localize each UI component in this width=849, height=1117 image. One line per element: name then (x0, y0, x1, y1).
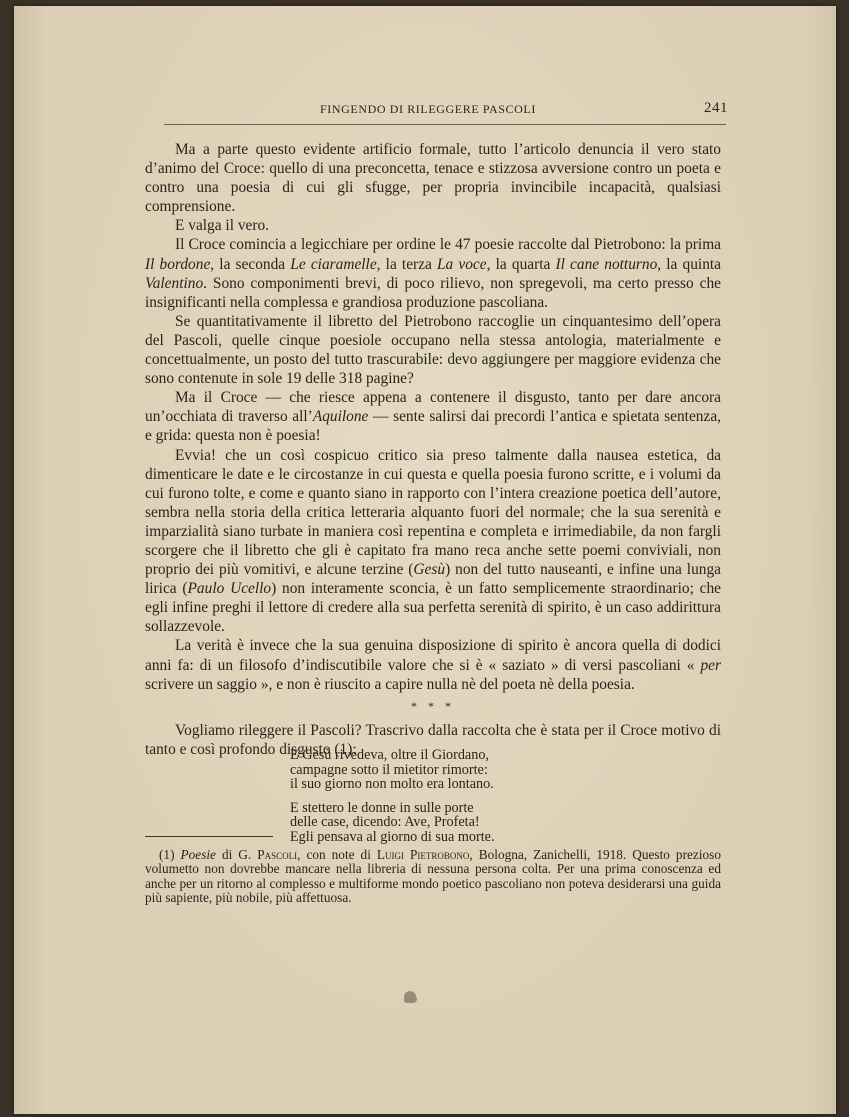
main-text (145, 140, 721, 759)
poem-title: Valentino (145, 274, 204, 292)
text-span: , la seconda (210, 255, 291, 273)
poem-title: Aquilone (312, 408, 369, 426)
stanza (290, 801, 590, 845)
paragraph-5 (145, 388, 721, 445)
text-span: — sente salirsi dai precordi l’antica e spietata sentenza, e grida: questa non è poesia! (145, 408, 721, 445)
text-span: , Bologna, Zanichelli, 1918. Questo prezioso volumetto non dovrebbe mancare nella libreria di nessuna persona colta. Per una prima conoscenza ed anche per un ritorno al complesso e multiforme mondo poetico pascoliano non poteva desiderarsi una guida più sapiente, più nobile, più affettuosa. (145, 847, 721, 906)
poem-title: La voce (437, 255, 487, 273)
paragraph-8: Vogliamo rileggere il Pascoli? Trascrivo dalla raccolta che è stata per il Croce motivo di tanto e così profondo disgusto (1): (145, 721, 721, 758)
poem-title: Paulo Ucello (187, 580, 272, 598)
book-page (14, 6, 836, 1114)
poem-title: Il cane notturno (555, 255, 658, 273)
ink-blot-ornament (404, 991, 416, 1003)
text-span: scrivere un saggio », e non è riuscito a capire nulla nè del poeta nè della poesia. (145, 675, 635, 693)
text-span: ) non interamente sconcia, è un fatto semplicemente straordinario; che egli infine preghi il lettore di credere alla sua perfetta serenità di spirito, è un caso addirittura sollazzevole. (145, 580, 721, 636)
text-span: La verità è invece che la sua genuina disposizione di spirito è ancora quella di dodici anni fa: di un filosofo d’indiscutibile valore che si è « saziato » di versi pascoliani « (145, 637, 721, 674)
poem-title: Gesù (413, 561, 446, 579)
page-number: 241 (704, 100, 728, 116)
text-span: , la terza (376, 255, 437, 273)
verse-line: E Gesù rivedeva, oltre il Giordano, (290, 747, 489, 763)
text-span: Ma il Croce — che riesce appena a contenere il disgusto, tanto per dare ancora un’occhiata di traverso all’ (145, 389, 721, 426)
book-title: Poesie (180, 847, 216, 862)
text-span: di G. (215, 847, 258, 862)
verse-line: delle case, dicendo: Ave, Profeta! (290, 814, 480, 831)
text-span: , la quinta (657, 255, 722, 273)
verse-line: il suo giorno non molto era lontano. (290, 776, 494, 793)
paragraph-2: E valga il vero. (175, 217, 270, 235)
verse-line: Egli pensava al giorno di sua morte. (290, 828, 495, 845)
author-name: Pascoli (257, 847, 298, 862)
emphasis: per (700, 656, 721, 674)
verse-line: campagne sotto il mietitor rimorte: (290, 761, 488, 778)
editor-name: Luigi Pietrobono (376, 847, 470, 862)
paragraph-3 (145, 235, 721, 311)
text-span: , con note di (297, 847, 377, 862)
paragraph-6 (145, 446, 721, 637)
text-span: . Sono componimenti brevi, di poco rilievo, non spregevoli, ma certo presso che insignificanti nella complessa e grandiosa produzione pascoliana. (145, 274, 721, 311)
text-span: Il Croce comincia a legicchiare per ordine le 47 poesie raccolte dal Pietrobono: la prima (175, 236, 721, 254)
verse-quote (290, 748, 590, 854)
header-rule (164, 124, 726, 125)
text-span: Evvia! che un così cospicuo critico sia preso talmente dalla nausea estetica, da dimenticare le date e le circostanze in cui questa e quella poesia furono scritte, e i volumi da cui furono tolte, e come e quanto siano in rapporto con l’intera creazione poetica dell’autore, sembra nella storia della critica letteraria alquanto fuori del normale; che la sua serenità e imparzialità siano turbate in maniera così repentina e completa e irrimediabile, da non fargli scorgere che il libretto che gli è capitato fra mano reca anche sette poemi conviviali, non proprio dei più vomitivi, e alcune terzine ( (145, 446, 721, 579)
paragraph-7 (145, 636, 721, 693)
stanza (290, 748, 590, 792)
text-span: , la quarta (486, 255, 556, 273)
poem-title: Le ciaramelle (290, 255, 377, 273)
paragraph-4: Se quantitativamente il libretto del Pietrobono raccoglie un cinquantesimo dell’opera del Pascoli, quelle cinque poesiole occupano nella stessa antologia, materialmente e concettualmente, un posto del tutto trascurabile: devo aggiungere per maggiore evidenza che sono contenute in sole 19 delle 318 pagine? (145, 312, 721, 388)
footnote-text (145, 848, 721, 906)
poem-title: Il bordone (145, 255, 211, 273)
footnote (145, 848, 721, 906)
footnote-rule (145, 836, 273, 837)
running-head-title: FINGENDO DI RILEGGERE PASCOLI (320, 102, 536, 116)
verse-line: E stettero le donne in sulle porte (290, 799, 474, 816)
section-break: * * * (411, 698, 455, 713)
paragraph-1: Ma a parte questo evidente artificio formale, tutto l’articolo denuncia il vero stato d’animo del Croce: quello di una preconcetta, tenace e stizzosa avversione contro un poeta e contro una poesia di cui gli sfugge, per propria invincibile incapacità, qualsiasi comprensione. (145, 141, 721, 216)
text-span: (1) (159, 847, 181, 862)
text-span: ) non del tutto nauseanti, e infine una lunga lirica ( (145, 561, 721, 598)
